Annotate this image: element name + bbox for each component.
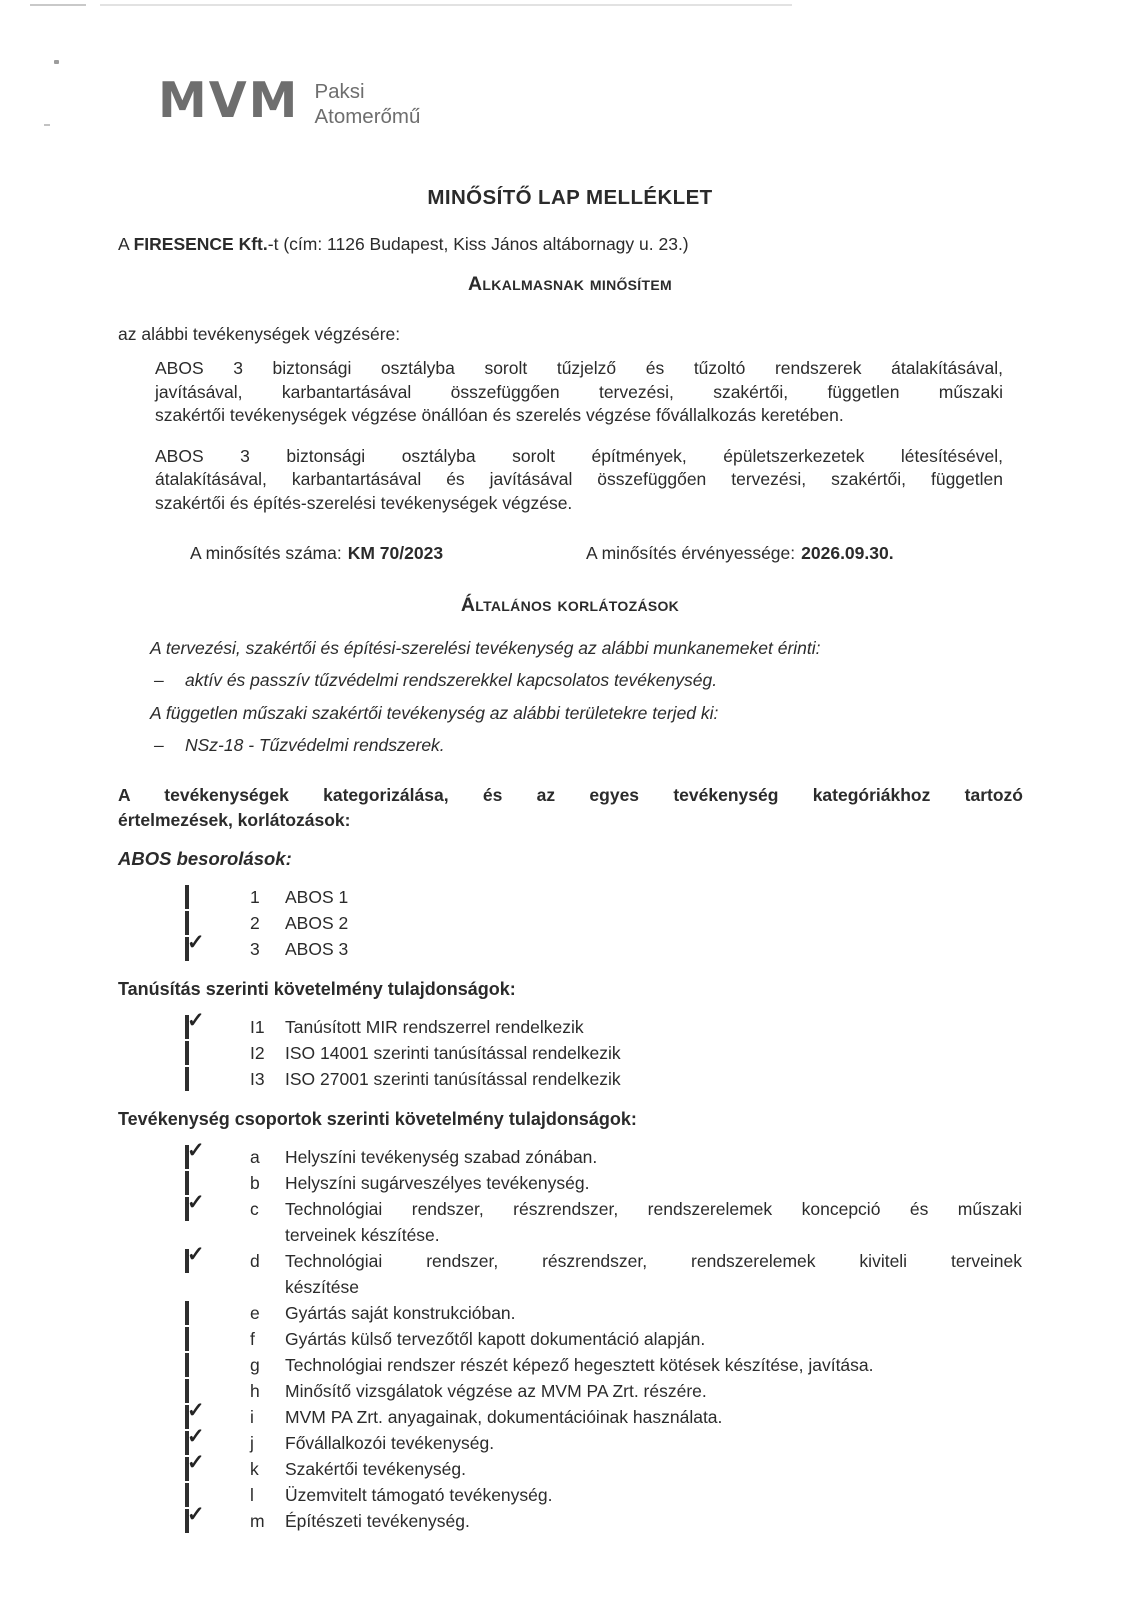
checkmark-icon: ✓ — [187, 1009, 205, 1032]
item-label: ISO 14001 szerinti tanúsítással rendelkezik — [285, 1043, 621, 1063]
checklist-row-j — [185, 1425, 1022, 1456]
checklist-row-i3 — [185, 1066, 1022, 1092]
document-title: MINŐSÍTŐ LAP MELLÉKLET — [427, 186, 713, 209]
checklist-row-a — [185, 1139, 1022, 1170]
checkbox — [185, 1191, 205, 1221]
restriction-intro-2: A független műszaki szakértői tevékenység az alábbi területekre terjed ki: — [150, 703, 719, 723]
qualification-number-value: KM 70/2023 — [347, 543, 444, 563]
checklist-row-k — [185, 1451, 1022, 1482]
paragraph-line: értelmezések, korlátozások: — [118, 809, 351, 830]
item-label: Technológiai rendszer, részrendszer, rendszerelemek kiviteli terveinek készítése — [285, 1251, 1022, 1297]
item-code: I1 — [250, 1017, 265, 1037]
logo-subtitle-line1: Paksi — [314, 80, 365, 103]
item-code: b — [250, 1173, 260, 1193]
checkbox — [185, 1353, 189, 1377]
paragraph-line: szakértői és építés-szerelési tevékenységek végzése. — [155, 492, 573, 513]
checkmark-icon: ✓ — [187, 1451, 205, 1474]
paragraph-line: javításával, karbantartásával összefüggően tervezési, szakértői, független műszaki — [155, 381, 1003, 402]
item-code: I2 — [250, 1043, 265, 1063]
checklist-row-g — [185, 1352, 1022, 1378]
checkmark-icon: ✓ — [187, 1139, 205, 1162]
item-label: Helyszíni tevékenység szabad zónában. — [285, 1147, 598, 1167]
abos-heading: ABOS besorolások: — [118, 848, 292, 869]
item-code: k — [250, 1459, 259, 1479]
item-label: Gyártás külső tervezőtől kapott dokumentáció alapján. — [285, 1329, 706, 1349]
paragraph-line: ABOS 3 biztonsági osztályba sorolt építmények, épületszerkezetek létesítésével, — [155, 445, 1003, 466]
checklist-row-i1 — [185, 1009, 1022, 1040]
item-label: ABOS 1 — [285, 887, 349, 907]
checkbox — [185, 885, 189, 909]
restriction-bullet-1 — [154, 670, 1140, 691]
item-label: Szakértői tevékenység. — [285, 1459, 466, 1479]
restrictions-heading: Általános korlátozások — [460, 594, 680, 616]
restrictions-section — [150, 638, 1140, 756]
qualification-validity — [586, 543, 894, 564]
company-name: FIRESENCE Kft. — [133, 234, 268, 254]
scan-artifact-speck — [54, 60, 59, 64]
checklist-row-abos2 — [185, 910, 1022, 936]
item-label: Technológiai rendszer részét képező hegesztett kötések készítése, javítása. — [285, 1355, 874, 1375]
checkbox — [185, 931, 205, 961]
item-label: Technológiai rendszer, részrendszer, rendszerelemek koncepció és műszaki terveinek készítése. — [285, 1199, 1022, 1245]
item-label: Helyszíni sugárveszélyes tevékenység. — [285, 1173, 590, 1193]
activity-heading: Tevékenység csoportok szerinti követelmény tulajdonságok: — [118, 1109, 637, 1129]
item-code: I3 — [250, 1069, 265, 1089]
item-label: Építészeti tevékenység. — [285, 1511, 470, 1531]
dash-bullet: – — [154, 670, 164, 690]
checkmark-icon: ✓ — [187, 1191, 205, 1214]
logo-subtitle-line2: Atomerőmű — [314, 104, 421, 128]
activity-checklist — [185, 1139, 1022, 1534]
qualification-validity-label: A minősítés érvényessége: — [586, 543, 796, 563]
mvm-logo-mark: MVM — [158, 72, 300, 129]
mvm-logo-subtitle — [314, 78, 420, 129]
item-label: Gyártás saját konstrukcióban. — [285, 1303, 516, 1323]
cert-checklist — [185, 1009, 1022, 1092]
item-code: 3 — [250, 939, 260, 959]
item-code: 2 — [250, 913, 260, 933]
checklist-row-abos3 — [185, 931, 1022, 962]
item-code: j — [250, 1433, 254, 1453]
restriction-intro-1: A tervezési, szakértői és építési-szerelési tevékenység az alábbi munkanemeket érinti: — [150, 638, 821, 658]
item-label: ABOS 3 — [285, 939, 349, 959]
checkmark-icon: ✓ — [187, 931, 205, 954]
item-label: ISO 27001 szerinti tanúsítással rendelkezik — [285, 1069, 621, 1089]
item-label: Minősítő vizsgálatok végzése az MVM PA Zrt. részére. — [285, 1381, 707, 1401]
intro-line: az alábbi tevékenységek végzésére: — [118, 324, 401, 344]
paragraph-line: ABOS 3 biztonsági osztályba sorolt tűzjelző és tűzoltó rendszerek átalakításával, — [155, 358, 1003, 378]
abos-checklist — [185, 884, 1022, 962]
item-code: i — [250, 1407, 254, 1427]
checkbox — [185, 1503, 205, 1533]
scan-artifact-line — [100, 4, 792, 6]
categorization-paragraph — [118, 783, 1023, 832]
checkbox — [185, 1041, 189, 1065]
restriction-bullet-2 — [154, 735, 1140, 756]
item-code: 1 — [250, 887, 260, 907]
item-label: MVM PA Zrt. anyagainak, dokumentációinak használata. — [285, 1407, 723, 1427]
item-code: m — [250, 1511, 265, 1531]
item-code: f — [250, 1329, 255, 1349]
checklist-row-b — [185, 1170, 1022, 1196]
qualification-number — [190, 543, 586, 564]
addressee-line — [118, 234, 1140, 255]
checklist-row-l — [185, 1482, 1022, 1508]
paragraph-line: szakértői tevékenységek végzése önállóan és szerelés végzése fővállalkozás keretében. — [155, 405, 844, 425]
checkmark-icon: ✓ — [187, 1399, 205, 1422]
qualification-line — [190, 543, 1140, 564]
item-code: c — [250, 1199, 259, 1219]
checkmark-icon: ✓ — [187, 1503, 205, 1526]
scope-paragraph-1 — [155, 357, 1003, 428]
checklist-row-f — [185, 1326, 1022, 1352]
scope-paragraph-2 — [155, 445, 1003, 516]
paragraph-line: átalakításával, karbantartásával és javításával összefüggően tervezési, szakértői, független — [155, 469, 1003, 489]
checklist-row-abos1 — [185, 884, 1022, 910]
checklist-row-h — [185, 1378, 1022, 1404]
restriction-bullet-text: NSz-18 - Tűzvédelmi rendszerek. — [185, 735, 445, 755]
mvm-logo — [158, 72, 421, 129]
checkmark-icon: ✓ — [187, 1243, 205, 1266]
checkbox — [185, 1243, 205, 1273]
item-code: h — [250, 1381, 260, 1401]
checkbox — [185, 1139, 205, 1169]
checklist-row-i2 — [185, 1040, 1022, 1066]
item-code: l — [250, 1485, 254, 1505]
paragraph-line: A tevékenységek kategorizálása, és az egyes tevékenység kategóriákhoz tartozó — [118, 785, 1023, 805]
checklist-row-e — [185, 1300, 1022, 1326]
addressee-prefix: A — [118, 234, 134, 254]
checkmark-icon: ✓ — [187, 1425, 205, 1448]
checkbox — [185, 1451, 205, 1481]
checklist-row-d — [185, 1243, 1022, 1300]
item-code: d — [250, 1251, 260, 1271]
checkbox — [185, 1301, 189, 1325]
checklist-row-m — [185, 1503, 1022, 1534]
cert-heading: Tanúsítás szerinti követelmény tulajdonságok: — [118, 979, 516, 999]
checkbox — [185, 1009, 205, 1039]
checklist-row-c — [185, 1191, 1022, 1248]
qualify-heading: Alkalmasnak minősítem — [468, 273, 672, 295]
item-label: Üzemvitelt támogató tevékenység. — [285, 1485, 553, 1505]
item-code: e — [250, 1303, 260, 1323]
qualification-validity-value: 2026.09.30. — [801, 543, 894, 563]
item-label: Tanúsított MIR rendszerrel rendelkezik — [285, 1017, 584, 1037]
checkbox — [185, 1327, 189, 1351]
item-label: ABOS 2 — [285, 913, 349, 933]
addressee-suffix: -t (cím: 1126 Budapest, Kiss János altábornagy u. 23.) — [267, 234, 689, 254]
item-code: a — [250, 1147, 260, 1167]
item-code: g — [250, 1355, 260, 1375]
item-label: Fővállalkozói tevékenység. — [285, 1433, 495, 1453]
checkbox — [185, 1067, 189, 1091]
scan-artifact-speck — [44, 124, 50, 126]
restriction-bullet-text: aktív és passzív tűzvédelmi rendszerekkel kapcsolatos tevékenység. — [185, 670, 718, 690]
scan-artifact-line — [30, 4, 86, 6]
qualification-number-label: A minősítés száma: — [190, 543, 342, 563]
checklist-row-i — [185, 1399, 1022, 1430]
dash-bullet: – — [154, 735, 164, 755]
